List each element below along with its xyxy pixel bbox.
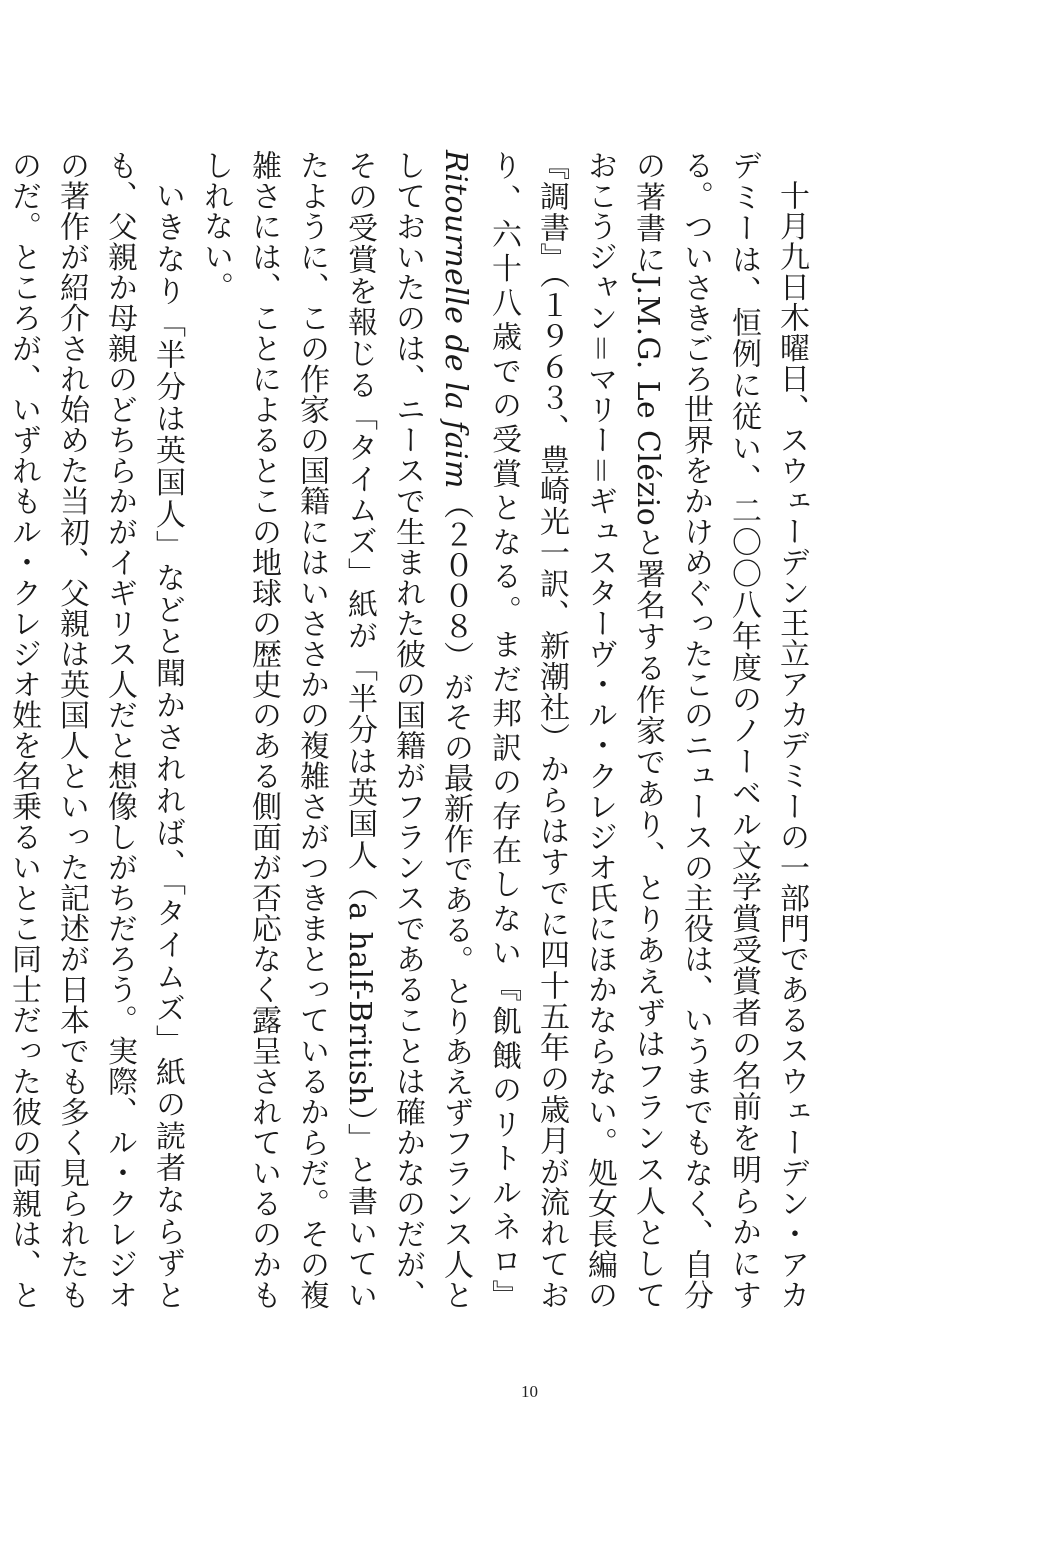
paragraph-1: [191, 150, 815, 1310]
page-number: 10: [521, 1382, 538, 1401]
paragraph-1-italic-title: Ritournelle de la faim: [438, 150, 473, 489]
paragraph-2: [0, 150, 191, 1310]
vertical-text-block: [6, 150, 815, 1311]
paragraph-1-segment-3: （２００８）がその最新作である。とりあえずフランス人としておいたのは、ニースで生まれた彼の国籍がフランスであることは確かなのだが、その受賞を報じる「タイムズ」紙が「半分は英国人（a half-British）」と書いていたように、この作家の国籍にはいささかの複雑さがつきまとっているからだ。その複雑さには、ことによるとこの地球の歴史のある側面が否応なく露呈されているのかもしれない。: [198, 150, 473, 1311]
paragraph-1-segment-1: 十月九日木曜日、スウェーデン王立アカデミーの一部門であるスウェーデン・アカデミーは、恒例に従い、二〇〇八年度のノーベル文学賞受賞者の名前を明らかにする。ついさきごろ世界をかけめぐったこのニュースの主役は、いうまでもなく、自分の著書にJ.M.G. Le Clézioと署名する作家であり、とりあえずはフランス人としておこうジャン＝マリー＝ギュスターヴ・ル・クレジオ氏にほかならない。処女長編の『調書』（１９６３、豊崎光一訳、新潮社）からはすでに四十五年の歳月が流れており、六十八歳での受賞となる。まだ邦訳の存在しない『飢餓のリトルネロ』: [486, 150, 809, 1310]
paragraph-2-segment-1: いきなり「半分は英国人」などと聞かされれば、「タイムズ」紙の読者ならずとも、父親か母親のどちらかがイギリス人だと想像しがちだろう。実際、ル・クレジオの著作が紹介され始めた当初、父親は英国人といった記述が日本でも多く見られたものだ。ところが、いずれもル・クレジオ姓を名乗るいとこ同士だった彼の両親は、と: [6, 150, 185, 1310]
